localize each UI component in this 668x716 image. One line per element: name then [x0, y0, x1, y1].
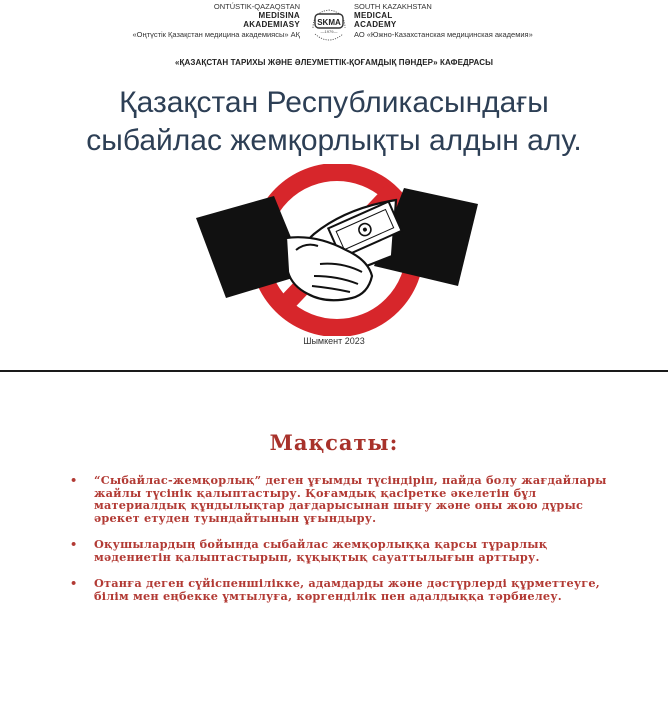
academy-logo — [307, 4, 351, 48]
bullet-icon: • — [70, 576, 78, 590]
header-right-line1: SOUTH KAZAKHSTAN — [354, 2, 432, 11]
header-left-line2: MEDISINA — [258, 11, 300, 20]
slide-title — [40, 84, 628, 160]
place-and-year: Шымкент 2023 — [303, 336, 365, 346]
header-right-line3: ACADEMY — [354, 20, 397, 29]
header-left-line3: AKADEMIASY — [243, 20, 300, 29]
logo-text: SKMA — [317, 18, 341, 27]
goals-list — [70, 474, 610, 616]
header-right — [354, 2, 654, 29]
header-right-sub: АО «Южно-Казахстанская медицинская академия» — [354, 30, 533, 39]
header-left-line1: ONTÚSTIK-QAZAQSTAN — [213, 2, 300, 11]
goal-item-3 — [70, 577, 610, 602]
goals-heading: Мақсаты: — [269, 430, 399, 455]
goal-text-2: Оқушылардың бойында сыбайлас жемқорлыққа қарсы тұрарлық мәдениетін қалыптастырып, құқықтық сауаттылығын арттыру. — [94, 537, 548, 564]
slide-title-line2: сыбайлас жемқорлықты алдын алу. — [86, 124, 582, 157]
slide-title-line1: Қазақстан Республикасындағы — [119, 86, 549, 119]
header-right-line2: MEDICAL — [354, 11, 393, 20]
logo-year: —1979— — [320, 29, 338, 34]
department-name: «ҚАЗАҚСТАН ТАРИХЫ ЖӘНЕ ӘЛЕУМЕТТІК-ҚОҒАМДЫҚ ПӘНДЕР» КАФЕДРАСЫ — [174, 58, 494, 67]
header-left-sub: «Оңтүстік Қазақстан медицина академиясы» АҚ — [132, 30, 300, 39]
anti-bribery-illustration — [196, 164, 478, 336]
goal-text-3: Отанға деген сүйіспеншілікке, адамдарды және дәстүрлерді құрметтеуге, білім мен еңбекке ұмтылуға, көргенділік пен адалдыққа тәрбиелеу. — [94, 576, 600, 603]
goal-item-2 — [70, 538, 610, 563]
header-left — [20, 2, 300, 29]
goal-text-1: “Сыбайлас-жемқорлық” деген ұғымды түсіндіріп, пайда болу жағдайлары жайлы түсінік қалыптастыру. Қоғамдық қасіретке әкелетін бұл материалдық құндылықтар дағдарысынан шығу және оны жою дұрыс әрекет етуден туындайтынын ұғындыру. — [94, 473, 607, 525]
goal-item-1 — [70, 474, 610, 524]
bullet-icon: • — [70, 537, 78, 551]
bullet-icon: • — [70, 473, 78, 487]
